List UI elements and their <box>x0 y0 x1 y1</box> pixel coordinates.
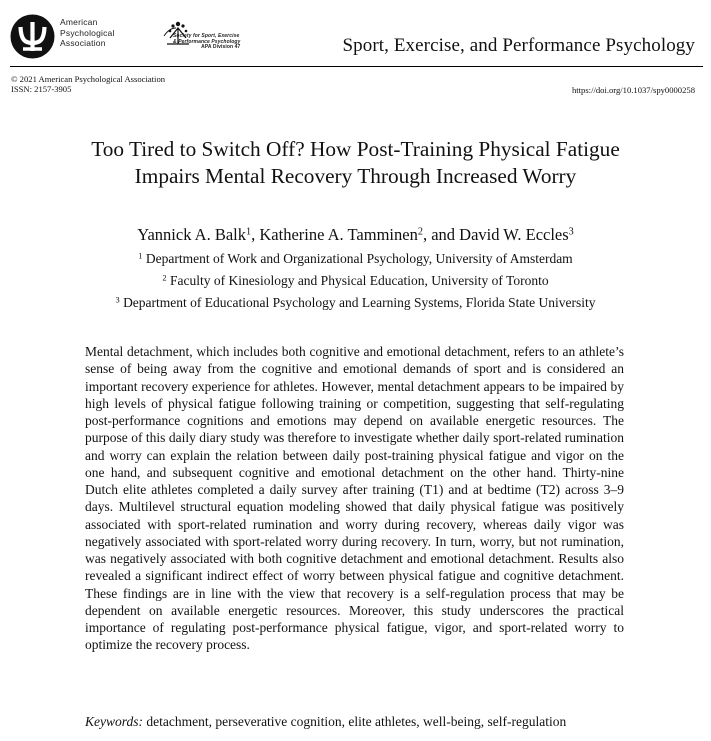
apa-name-line-3: Association <box>60 38 106 48</box>
division-line-1: Society for Sport, Exercise <box>173 33 240 39</box>
author-name: Katherine A. Tamminen <box>259 225 418 244</box>
affiliation-text: Department of Work and Organizational Psychology, University of Amsterdam <box>145 251 573 266</box>
journal-title: Sport, Exercise, and Performance Psychology <box>342 35 695 56</box>
author-separator: , and <box>422 225 460 244</box>
abstract: Mental detachment, which includes both cognitive and emotional detachment, refers to an athlete’s sense of being away from the cognitive and emotional demands of sport and is considered an important recovery experience for athletes. However, mental detachment appears to be impaired by high levels of physical fatigue following training or competition, suggesting that self-regulating post-performance cognitions and emotions may depend on available energetic resources. The purpose of this daily diary study was therefore to investigate whether daily sport-related rumination and worry can explain the relation between daily post-training physical fatigue and vigor on the one hand, and subsequent cognitive and emotional detachment on the other hand. Thirty-nine Dutch elite athletes completed a daily survey after training (T1) and at bedtime (T2) across 3–9 days. Multilevel structural equation modeling showed that daily physical fatigue was positively associated with sport-related rumination and worry during recovery, whereas daily vigor was negatively associated with sport-related worry during recovery. In turn, worry, but not rumination, was negatively associated with both cognitive detachment and emotional detachment. Results also revealed a significant indirect effect of worry between physical fatigue and cognitive detachment. These findings are in line with the view that recovery is a self-regulation process that may be dependent on available energetic resources. Moreover, this study underscores the practical importance of regulating post-performance physical fatigue, vigor, and sport-related worry to optimize the recovery process. <box>85 344 624 653</box>
author-superscript: 3 <box>568 226 574 238</box>
apa-name-line-1: American <box>60 17 98 27</box>
journal-header <box>0 0 711 70</box>
apa-name-line-2: Psychological <box>60 27 115 38</box>
affiliation-text: Department of Educational Psychology and Learning Systems, Florida State University <box>123 295 596 310</box>
author-separator: , <box>251 225 260 244</box>
apa-wordmark <box>60 17 115 49</box>
paper-title <box>0 136 711 190</box>
author-list <box>0 225 711 245</box>
title-line-2: Impairs Mental Recovery Through Increased Worry <box>134 164 577 188</box>
doi-link[interactable]: https://doi.org/10.1037/spy0000258 <box>571 85 695 95</box>
copyright-line: © 2021 American Psychological Association <box>11 74 166 84</box>
header-rule <box>10 66 703 67</box>
keywords-label: Keywords: <box>85 714 143 729</box>
affiliation-superscript: 2 <box>162 273 167 283</box>
affiliation-text: Faculty of Kinesiology and Physical Education, University of Toronto <box>169 273 549 288</box>
affiliation-superscript: 3 <box>115 295 120 305</box>
division-47-wordmark <box>173 34 240 51</box>
author-superscript: 2 <box>417 226 423 238</box>
copyright-block <box>11 74 165 94</box>
affiliation-2 <box>0 273 711 289</box>
division-tag: APA Division 47 <box>201 44 241 51</box>
issn-line: ISSN: 2157-3905 <box>11 84 72 94</box>
apa-logo-icon <box>10 14 55 59</box>
affiliation-superscript: 1 <box>138 251 143 261</box>
division-line-2: & Performance Psychology <box>173 38 241 45</box>
affiliation-1 <box>0 251 711 267</box>
affiliation-3 <box>0 295 711 311</box>
author-name: Yannick A. Balk <box>137 225 247 244</box>
author-superscript: 1 <box>246 226 252 238</box>
keywords-line <box>85 714 645 730</box>
author-name: David W. Eccles <box>459 225 569 244</box>
keywords-list: detachment, perseverative cognition, elite athletes, well-being, self-regulation <box>146 714 567 729</box>
title-line-1: Too Tired to Switch Off? How Post-Training Physical Fatigue <box>91 137 620 161</box>
